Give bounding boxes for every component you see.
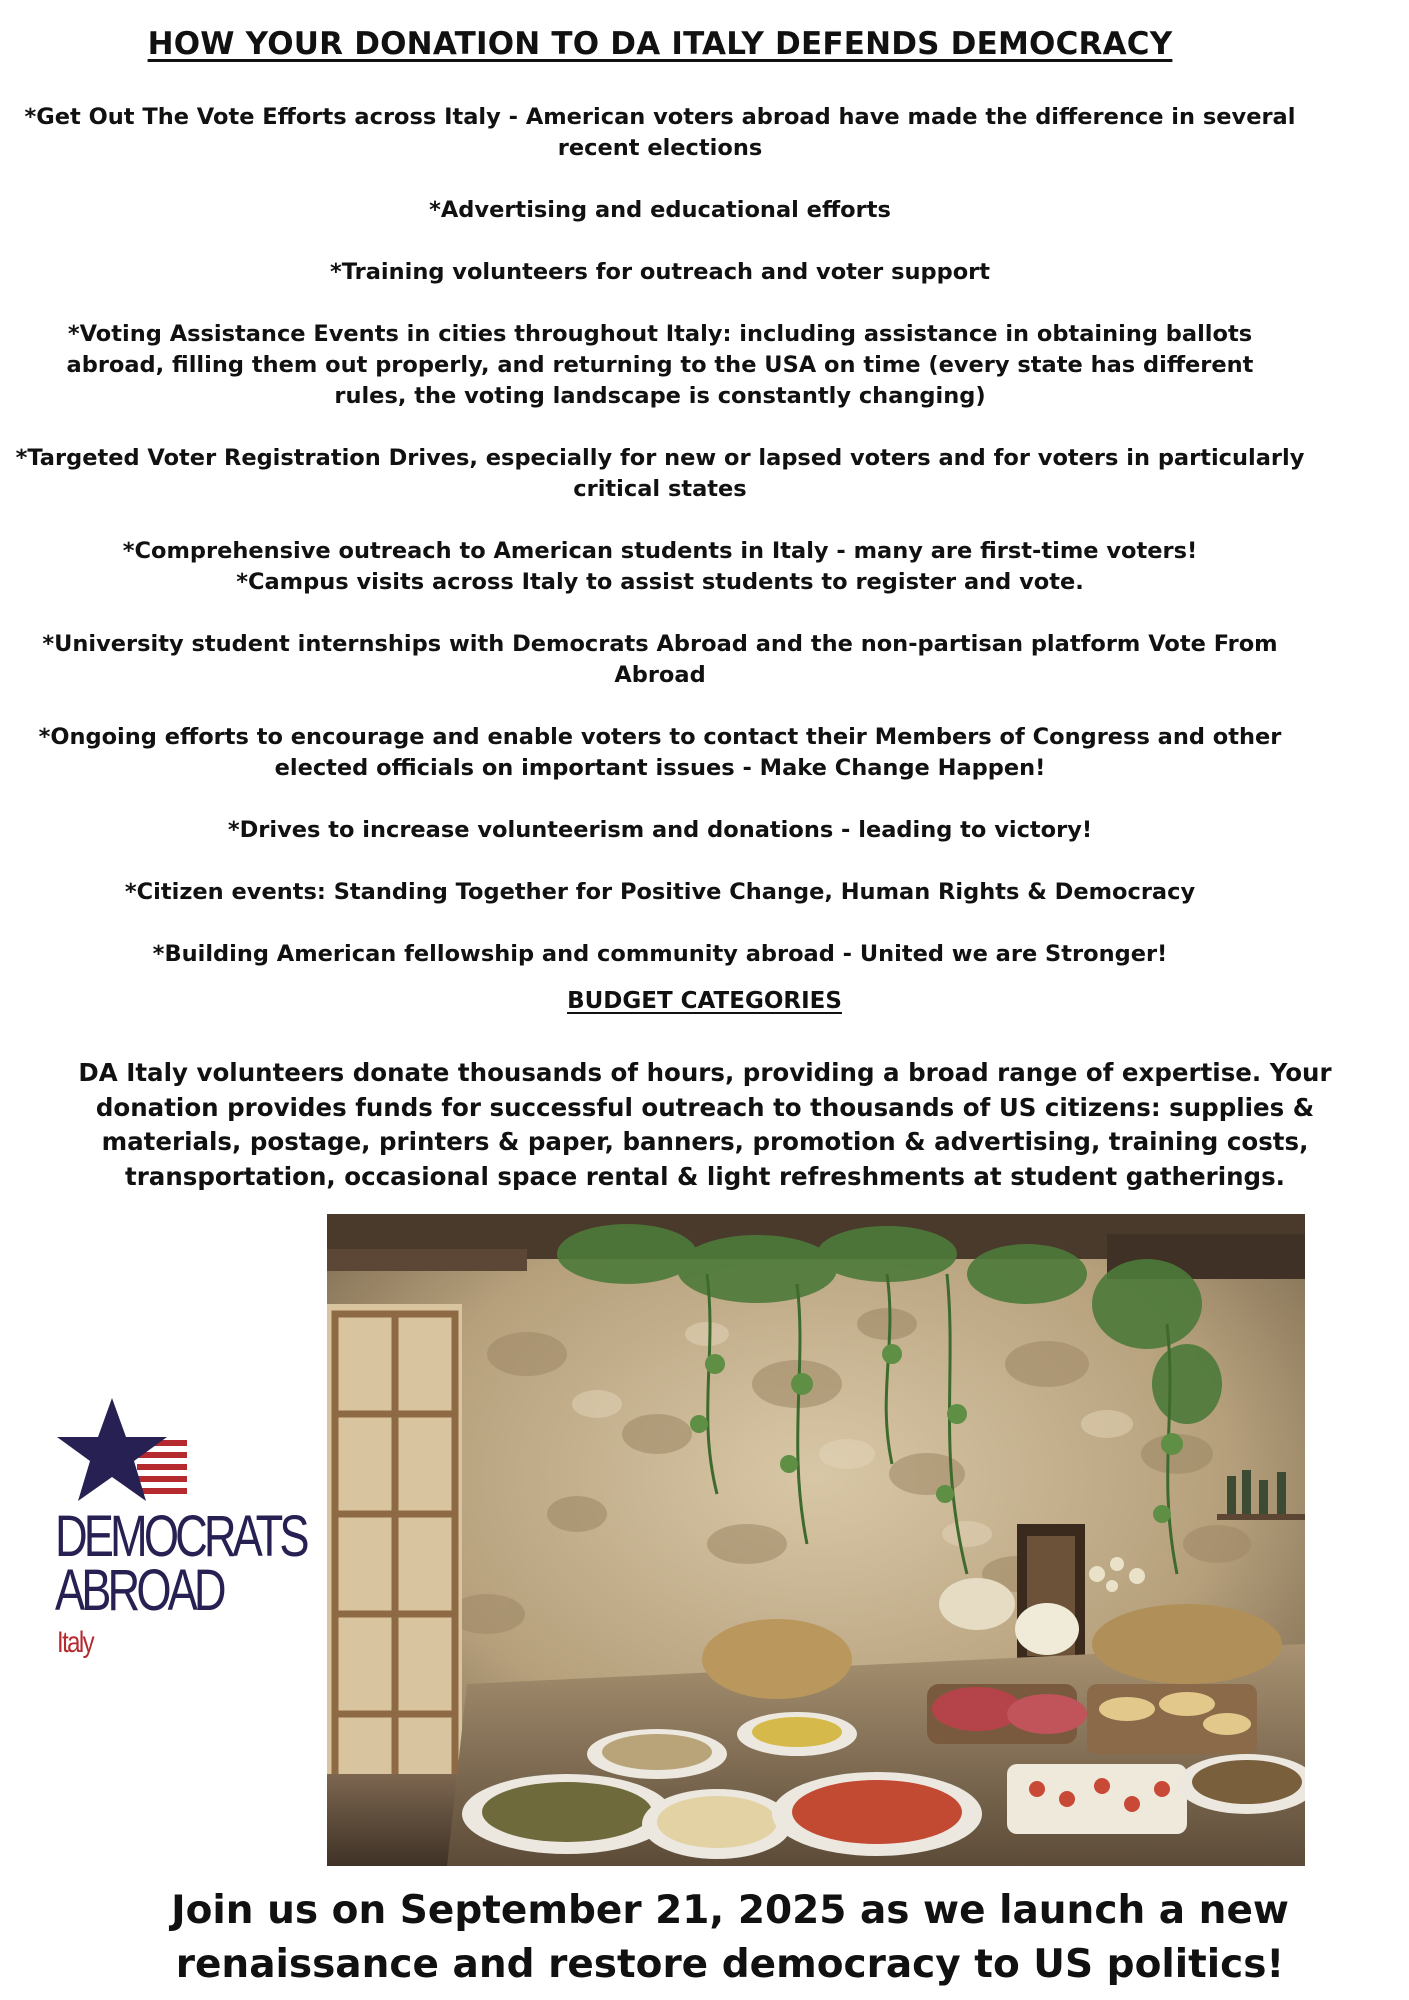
benefit-item: *Voting Assistance Events in cities throughout Italy: including assistance in obtaining ballots abroad, filling them out properly, and returning to the USA on time (every state has different rules, the voting landscape is constantly changing) — [66, 321, 1254, 409]
star-flag-icon — [55, 1398, 205, 1503]
page-title: HOW YOUR DONATION TO DA ITALY DEFENDS DEMOCRACY — [147, 26, 1173, 62]
logo-line-2: ABROAD — [55, 1558, 223, 1623]
call-to-action: Join us on September 21, 2025 as we launch a new renaissance and restore democracy to US politics! — [171, 1888, 1289, 1987]
benefit-item: *Targeted Voter Registration Drives, especially for new or lapsed voters and for voters in particularly critical states — [15, 445, 1305, 502]
logo-country: Italy — [57, 1626, 94, 1659]
benefit-item: *Ongoing efforts to encourage and enable voters to contact their Members of Congress and other elected officials on important issues - Make Change Happen! — [38, 724, 1282, 781]
benefit-item: *Building American fellowship and community abroad - United we are Stronger! — [152, 941, 1168, 967]
star-shape — [57, 1398, 167, 1501]
logo-line-1: DEMOCRATS — [55, 1504, 306, 1569]
benefit-item: *Drives to increase volunteerism and donations - leading to victory! — [227, 817, 1093, 843]
benefit-item: *Comprehensive outreach to American students in Italy - many are first-time voters! — [122, 538, 1198, 564]
democrats-abroad-logo — [55, 1398, 306, 1659]
buffet-photo-illustration — [327, 1214, 1305, 1866]
benefit-item: *Get Out The Vote Efforts across Italy - American voters abroad have made the difference in several recent elections — [24, 104, 1296, 161]
buffet-photo — [327, 1214, 1305, 1866]
benefit-item: *Advertising and educational efforts — [429, 197, 891, 223]
donation-benefits-list — [0, 102, 1320, 970]
benefit-item: *Campus visits across Italy to assist students to register and vote. — [236, 569, 1084, 595]
benefit-item: *Citizen events: Standing Together for Positive Change, Human Rights & Democracy — [124, 879, 1196, 905]
benefit-item: *Training volunteers for outreach and voter support — [329, 259, 991, 285]
logo-wordmark — [55, 1504, 306, 1623]
budget-description: DA Italy volunteers donate thousands of hours, providing a broad range of expertise. Your donation provides funds for successful outreach to thousands of US citizens: supplies & materials, postage, printers & paper, banners, promotion & advertising, training costs, transportation, occasional space rental & light refreshments at student gatherings. — [78, 1058, 1332, 1191]
budget-heading: BUDGET CATEGORIES — [567, 988, 842, 1014]
benefit-item: *University student internships with Democrats Abroad and the non-partisan platform Vote From Abroad — [42, 631, 1278, 688]
